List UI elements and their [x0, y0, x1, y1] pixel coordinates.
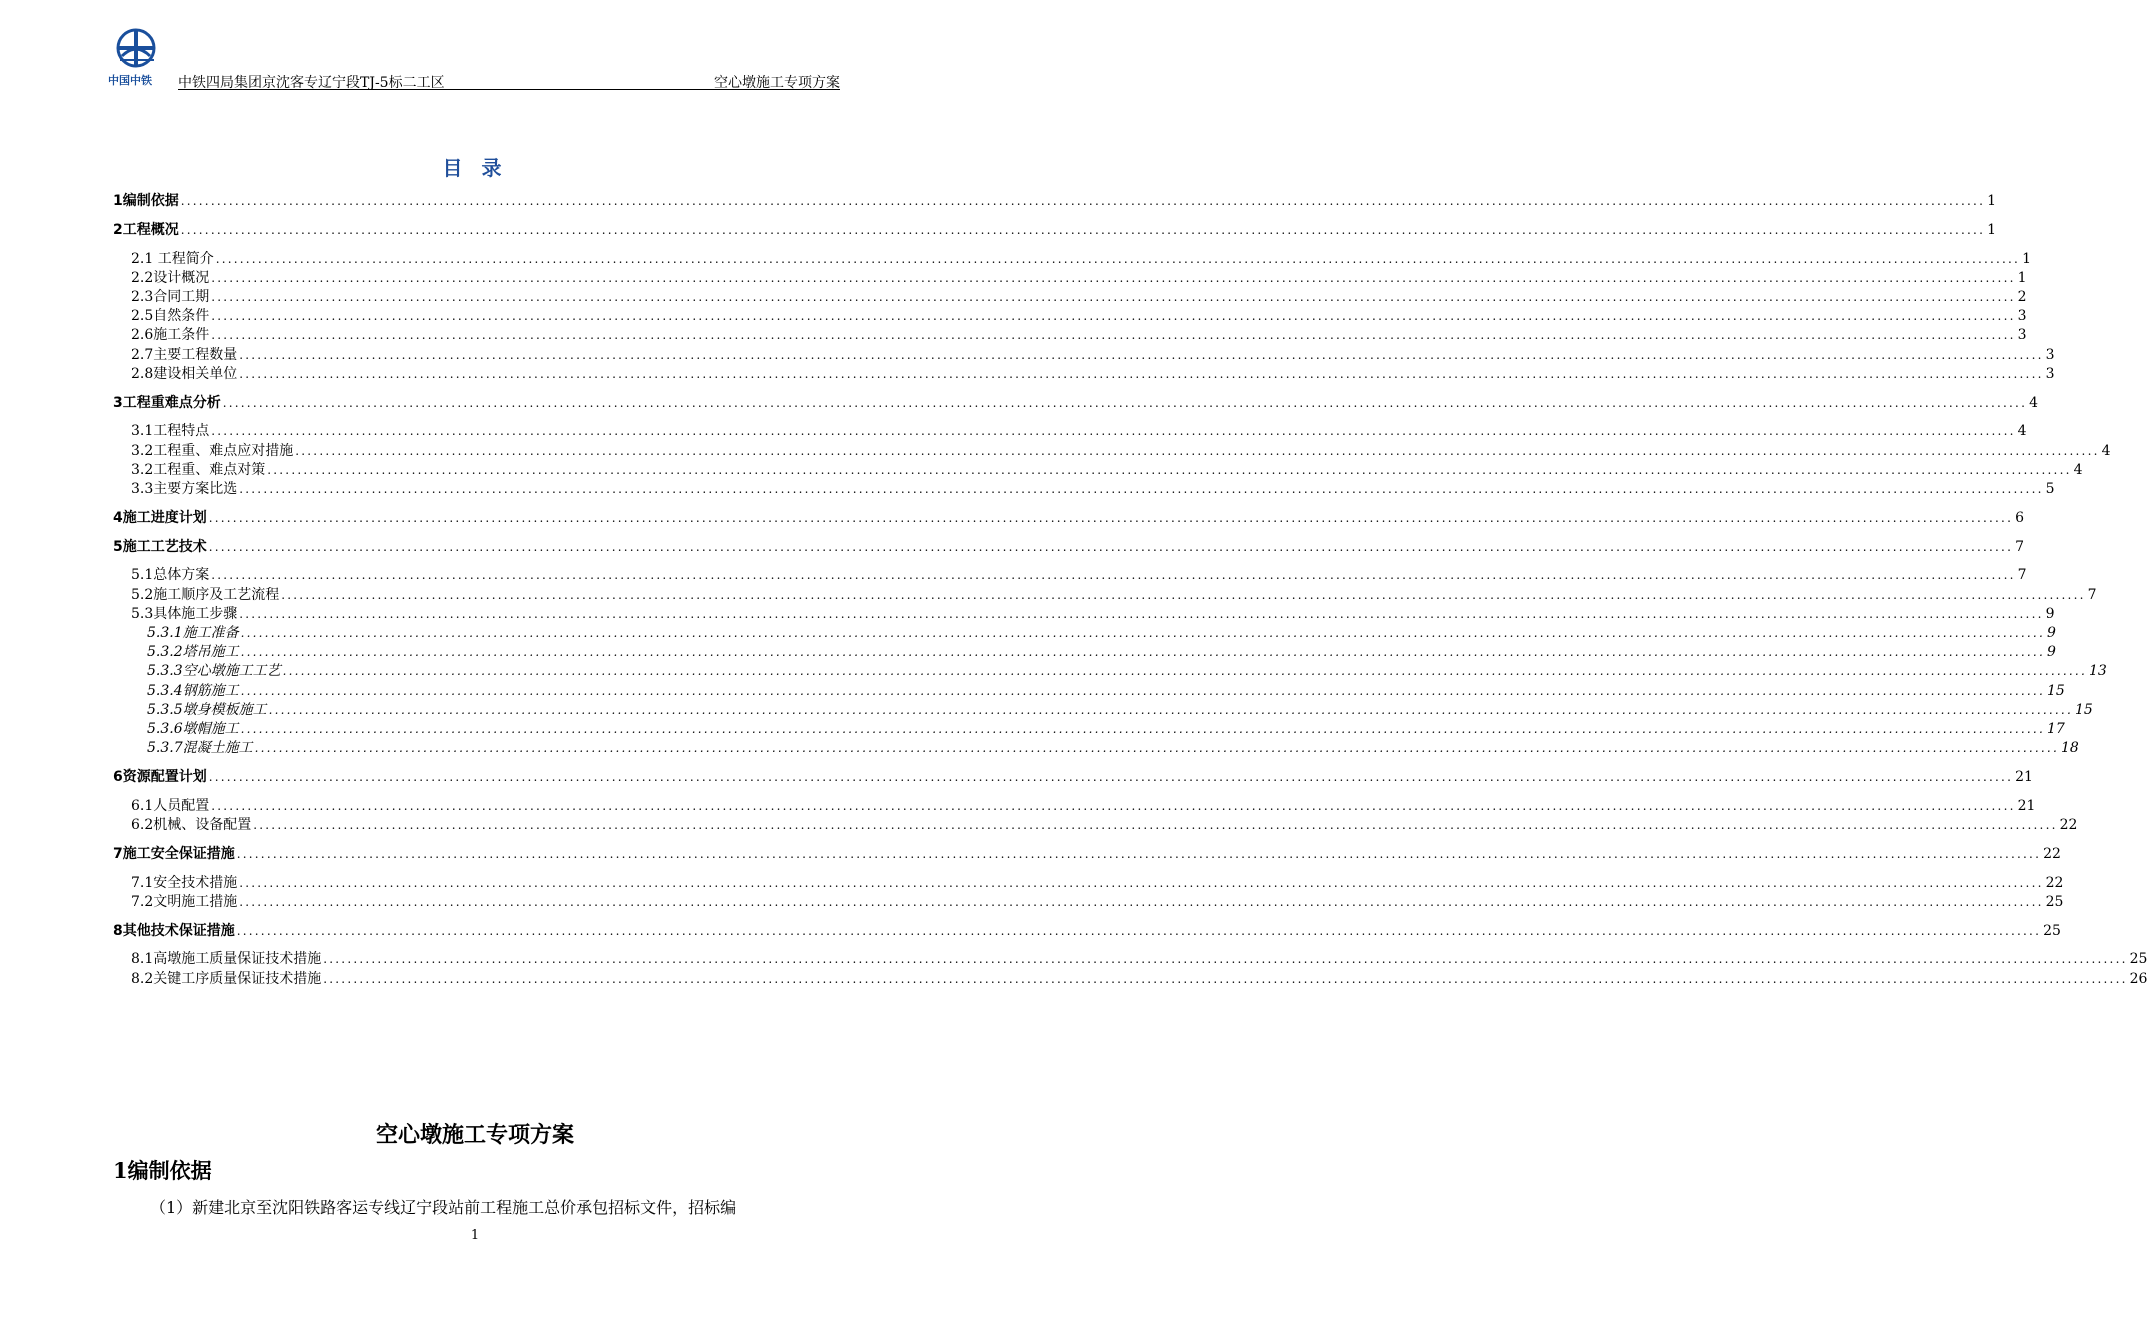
toc-leader-dots: ............................................................................................................................................................................................................................................................................................................	[323, 952, 2128, 967]
toc-leader-dots: ............................................................................................................................................................................................................................................................................................................	[267, 462, 2072, 477]
toc-entry-page: 6	[2015, 509, 2025, 526]
header-doc-name: 空心墩施工专项方案	[714, 75, 840, 91]
toc-entry-label: 3.2工程重、难点应对措施	[131, 442, 294, 459]
toc-entry-label: 5.3.4钢筋施工	[147, 682, 239, 699]
toc-leader-dots: ............................................................................................................................................................................................................................................................................................................	[211, 798, 2016, 813]
toc-entry-page: 1	[1987, 221, 1997, 238]
toc-entry[interactable]	[113, 480, 2055, 499]
toc-entry-page: 13	[2088, 663, 2107, 680]
toc-leader-dots: ............................................................................................................................................................................................................................................................................................................	[208, 510, 2014, 525]
toc-entry-label: 2.6施工条件	[131, 327, 210, 344]
toc-entry-label: 5.3.2塔吊施工	[147, 644, 239, 661]
toc-entry-page: 18	[2060, 740, 2079, 757]
toc-entry[interactable]	[113, 893, 2064, 912]
toc-entry-label: 8.2关键工序质量保证技术措施	[131, 970, 322, 987]
toc-leader-dots: ............................................................................................................................................................................................................................................................................................................	[282, 664, 2087, 679]
toc-entry[interactable]	[113, 586, 2097, 605]
toc-entry-label: 2.1 工程简介	[131, 250, 214, 267]
toc-entry[interactable]	[113, 768, 2033, 787]
toc-entry[interactable]	[113, 701, 2093, 720]
toc-leader-dots: ............................................................................................................................................................................................................................................................................................................	[253, 818, 2058, 832]
toc-leader-dots: ............................................................................................................................................................................................................................................................................................................	[180, 194, 1986, 208]
toc-leader-dots: ............................................................................................................................................................................................................................................................................................................	[254, 741, 2059, 756]
toc-entry[interactable]	[113, 394, 2039, 413]
toc-entry[interactable]	[113, 422, 2027, 441]
toc-entry-label: 6.2机械、设备配置	[131, 817, 252, 833]
body-paragraph: （1）新建北京至沈阳铁路客运专线辽宁段站前工程施工总价承包招标文件，招标编	[150, 1198, 737, 1217]
toc-entry-label: 2工程概况	[113, 221, 179, 238]
toc-entry[interactable]	[113, 643, 2056, 662]
toc-entry-page: 21	[2017, 797, 2036, 814]
toc-entry-page: 4	[2101, 442, 2111, 459]
toc-entry[interactable]	[113, 624, 2056, 643]
toc-entry[interactable]	[113, 662, 2107, 681]
toc-entry[interactable]	[113, 720, 2065, 739]
toc-leader-dots: ............................................................................................................................................................................................................................................................................................................	[295, 443, 2100, 458]
toc-leader-dots: ............................................................................................................................................................................................................................................................................................................	[180, 222, 1986, 237]
toc-leader-dots: ............................................................................................................................................................................................................................................................................................................	[239, 875, 2044, 890]
toc-entry-page: 15	[2046, 682, 2065, 699]
toc-entry[interactable]	[113, 970, 2147, 989]
toc-entry[interactable]	[113, 461, 2083, 480]
toc-entry-page: 25	[2045, 893, 2064, 910]
toc-entry-page: 3	[2045, 346, 2055, 363]
toc-entry-page: 25	[2129, 951, 2147, 968]
toc-entry-label: 7.1安全技术措施	[131, 874, 238, 891]
toc-entry-page: 2	[2017, 289, 2027, 305]
toc-leader-dots: ............................................................................................................................................................................................................................................................................................................	[239, 366, 2044, 381]
toc-entry[interactable]	[113, 682, 2065, 701]
toc-entry-label: 5.3.6墩帽施工	[147, 721, 239, 737]
toc-entry[interactable]	[113, 326, 2027, 345]
toc-entry-label: 8.1高墩施工质量保证技术措施	[131, 951, 322, 968]
section-heading: 1编制依据	[113, 1158, 212, 1183]
toc-entry-page: 4	[2029, 394, 2039, 411]
toc-entry-label: 5.3.5墩身模板施工	[147, 701, 267, 718]
toc-entry-label: 5.2施工顺序及工艺流程	[131, 586, 280, 603]
toc-entry[interactable]	[113, 221, 1997, 240]
toc-entry[interactable]	[113, 797, 2036, 816]
toc-entry[interactable]	[113, 250, 2031, 269]
toc-leader-dots: ............................................................................................................................................................................................................................................................................................................	[323, 971, 2128, 986]
toc-entry-page: 5	[2045, 481, 2055, 497]
toc-leader-dots: ............................................................................................................................................................................................................................................................................................................	[268, 702, 2073, 717]
toc-entry-page: 3	[2017, 327, 2027, 344]
toc-entry-label: 5.1总体方案	[131, 567, 210, 584]
toc-entry-page: 9	[2046, 644, 2056, 661]
toc-entry-page: 3	[2045, 365, 2055, 382]
toc-leader-dots: ............................................................................................................................................................................................................................................................................................................	[239, 482, 2044, 496]
toc-entry-page: 22	[2059, 817, 2078, 833]
toc-entry[interactable]	[113, 509, 2025, 528]
page-header	[110, 28, 840, 90]
toc-leader-dots: ............................................................................................................................................................................................................................................................................................................	[240, 722, 2045, 736]
toc-entry[interactable]	[113, 950, 2147, 969]
toc-leader-dots: ............................................................................................................................................................................................................................................................................................................	[240, 645, 2045, 660]
toc-entry-page: 7	[2015, 538, 2025, 555]
toc-entry-page: 3	[2017, 308, 2027, 325]
toc-leader-dots: ............................................................................................................................................................................................................................................................................................................	[240, 626, 2045, 640]
toc-entry[interactable]	[113, 605, 2055, 624]
toc-leader-dots: ............................................................................................................................................................................................................................................................................................................	[211, 328, 2016, 343]
header-rule	[178, 89, 840, 90]
toc-entry-label: 2.2设计概况	[131, 269, 210, 286]
toc-entry-page: 1	[1987, 193, 1997, 209]
toc-entry-page: 1	[2017, 269, 2027, 286]
toc-leader-dots: ............................................................................................................................................................................................................................................................................................................	[208, 539, 2014, 554]
toc-entry-page: 22	[2043, 845, 2061, 862]
toc-entry-label: 3.2工程重、难点对策	[131, 461, 266, 478]
toc-leader-dots: ............................................................................................................................................................................................................................................................................................................	[211, 309, 2016, 324]
toc-entry-page: 26	[2129, 970, 2147, 987]
header-project-name: 中铁四局集团京沈客专辽宁段TJ-5标二工区	[178, 75, 445, 91]
toc-entry-page: 17	[2046, 721, 2065, 737]
toc-leader-dots: ............................................................................................................................................................................................................................................................................................................	[215, 251, 2021, 266]
toc-leader-dots: ............................................................................................................................................................................................................................................................................................................	[281, 587, 2086, 602]
toc-leader-dots: ............................................................................................................................................................................................................................................................................................................	[211, 568, 2016, 583]
toc-leader-dots: ............................................................................................................................................................................................................................................................................................................	[239, 606, 2044, 621]
toc-entry-label: 7施工安全保证措施	[113, 845, 235, 862]
toc-entry[interactable]	[113, 816, 2078, 835]
toc-entry[interactable]	[113, 288, 2027, 307]
toc-leader-dots: ............................................................................................................................................................................................................................................................................................................	[222, 395, 2028, 410]
toc-entry-label: 6资源配置计划	[113, 769, 207, 785]
toc-leader-dots: ............................................................................................................................................................................................................................................................................................................	[236, 923, 2042, 938]
toc-entry[interactable]	[113, 346, 2055, 365]
toc-title: 目 录	[442, 156, 508, 180]
toc-entry-label: 7.2文明施工措施	[131, 893, 238, 910]
toc-entry-page: 1	[2022, 250, 2031, 267]
toc-entry-label: 2.7主要工程数量	[131, 346, 238, 363]
toc-entry[interactable]	[113, 922, 2061, 941]
toc-leader-dots: ............................................................................................................................................................................................................................................................................................................	[236, 846, 2042, 861]
toc-entry-page: 4	[2073, 461, 2083, 478]
toc-entry-label: 2.8建设相关单位	[131, 365, 238, 382]
toc-entry-label: 5施工工艺技术	[113, 538, 207, 555]
toc-entry[interactable]	[113, 739, 2079, 758]
toc-entry-label: 5.3.1施工准备	[147, 625, 239, 641]
toc-leader-dots: ............................................................................................................................................................................................................................................................................................................	[211, 270, 2016, 285]
toc-entry-page: 9	[2045, 605, 2055, 622]
toc-leader-dots: ............................................................................................................................................................................................................................................................................................................	[240, 683, 2045, 698]
toc-entry-page: 15	[2074, 701, 2093, 718]
toc-entry-page: 7	[2087, 586, 2097, 603]
toc-entry-label: 8其他技术保证措施	[113, 922, 235, 939]
toc-entry-label: 2.3合同工期	[131, 289, 210, 305]
toc-entry[interactable]	[113, 192, 1997, 211]
toc-entry[interactable]	[113, 269, 2027, 288]
toc-entry-label: 5.3.7混凝土施工	[147, 740, 253, 757]
toc-entry-page: 22	[2045, 874, 2064, 891]
page-number: 1	[470, 1228, 480, 1243]
toc-entry-page: 7	[2017, 567, 2027, 584]
toc-entry-label: 2.5自然条件	[131, 308, 210, 325]
toc-entry-label: 6.1人员配置	[131, 797, 210, 814]
toc-entry-page: 4	[2017, 423, 2027, 440]
toc-entry[interactable]	[113, 365, 2055, 384]
toc-entry-label: 3工程重难点分析	[113, 394, 221, 411]
toc-entry-page: 25	[2043, 922, 2061, 939]
toc-entry[interactable]	[113, 538, 2025, 557]
toc-entry-label: 5.3具体施工步骤	[131, 605, 238, 622]
toc-entry-label: 4施工进度计划	[113, 509, 207, 526]
document-title: 空心墩施工专项方案	[375, 1122, 574, 1148]
toc-entry-label: 1编制依据	[113, 193, 179, 209]
toc-entry-label: 5.3.3空心墩施工工艺	[147, 663, 281, 680]
toc-leader-dots: ............................................................................................................................................................................................................................................................................................................	[211, 290, 2016, 304]
toc-entry-page: 9	[2046, 625, 2056, 641]
toc-entry[interactable]	[113, 307, 2027, 326]
toc-entry-page: 21	[2015, 769, 2033, 785]
toc-leader-dots: ............................................................................................................................................................................................................................................................................................................	[208, 770, 2014, 784]
toc-entry-label: 3.1工程特点	[131, 423, 210, 440]
toc-entry-label: 3.3主要方案比选	[131, 481, 238, 497]
logo-text: 中国中铁	[108, 74, 152, 87]
toc-entry[interactable]	[113, 845, 2061, 864]
toc-leader-dots: ............................................................................................................................................................................................................................................................................................................	[239, 347, 2044, 362]
toc-entry[interactable]	[113, 566, 2027, 585]
toc-entry[interactable]	[113, 442, 2111, 461]
toc-entry[interactable]	[113, 874, 2064, 893]
toc-leader-dots: ............................................................................................................................................................................................................................................................................................................	[239, 894, 2044, 909]
toc-leader-dots: ............................................................................................................................................................................................................................................................................................................	[211, 424, 2016, 439]
